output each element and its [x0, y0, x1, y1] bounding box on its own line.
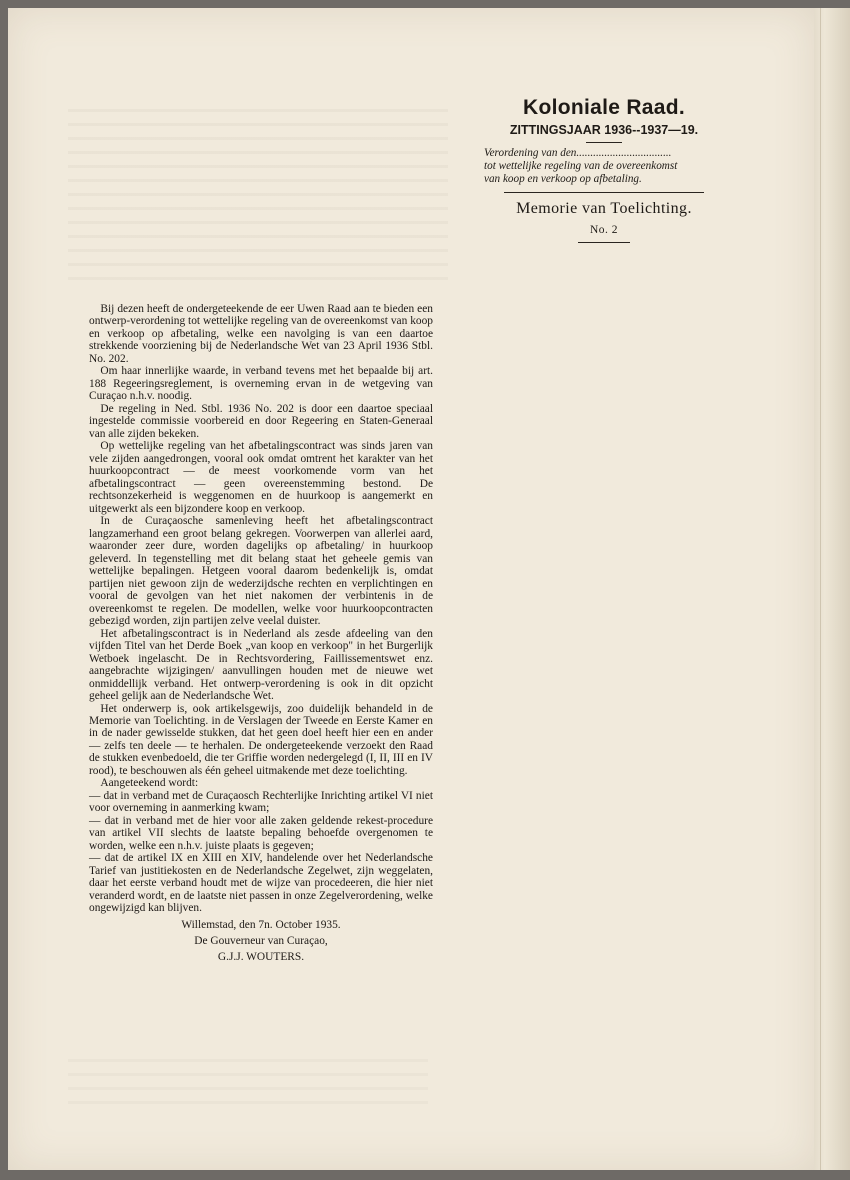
memorandum-body	[89, 303, 433, 965]
subject-line: tot wettelijke regeling van de overeenkomst	[484, 160, 678, 172]
bleed-through-text	[68, 1048, 428, 1108]
signatory-name: G.J.J. WOUTERS.	[217, 950, 305, 963]
session-year: ZITTINGSJAAR 1936--1937—19.	[509, 123, 699, 137]
place-date: Willemstad, den 7n. October 1935.	[181, 918, 341, 931]
signatory-title: De Gouverneur van Curaçao,	[194, 934, 328, 947]
subject-line: Verordening van den..................................	[484, 147, 672, 159]
note-item: — dat in verband met de Curaçaosch Rechterlijke Inrichting artikel VI niet voor overneming in aanmerking kwam;	[89, 789, 433, 815]
paragraph: Om haar innerlijke waarde, in verband tevens met het bepaalde bij art. 188 Regeeringsreglement, is overneming ervan in de wetgeving van Curaçao n.h.v. noodig.	[89, 365, 433, 403]
note-item: — dat in verband met de hier voor alle zaken geldende rekest-procedure van artikel VII slechts de laatste bepaling behoefde overgenomen te worden, welke een n.h.v. juiste plaats is gegeven;	[89, 814, 433, 852]
signature-block	[89, 917, 433, 965]
document-header	[478, 96, 730, 243]
next-page-edge	[814, 8, 850, 1170]
paragraph: Bij dezen heeft de ondergeteekende de eer Uwen Raad aan te bieden een ontwerp-verordening tot wettelijke regeling van de overeenkomst van koop en verkoop op afbetaling, welke een navolging is van een daartoe strekkende voorziening bij de Nederlandsche Wet van 23 April 1936 Stbl. No. 202.	[89, 303, 433, 365]
paragraph: Op wettelijke regeling van het afbetalingscontract was sinds jaren van vele zijden aangedrongen, vooral ook omdat omtrent het karakter van het huurkoopcontract — de meest voorkomende vorm van het afbetalingscontract — geen overeenstemming bestond. De rechtsonzekerheid is weggenomen en de huurkoop is aangemerkt en uitgewerkt als een bijzondere koop en verkoop.	[89, 440, 433, 515]
paragraph: Het afbetalingscontract is in Nederland als zesde afdeeling van den vijfden Titel van het Derde Boek „van koop en verkoop" in het Burgerlijk Wetboek ingelascht. De in Rechtsvordering, Faillissementswet enz. aangebrachte wijzigingen/ aanvullingen houden met de nieuwe wet onmiddellijk verband. Het ontwerp-verordening is ook in dit opzicht geheel gelijk aan de Nederlandsche Wet.	[89, 627, 433, 703]
divider	[504, 192, 704, 193]
paragraph: Het onderwerp is, ook artikelsgewijs, zoo duidelijk behandeld in de Memorie van Toelichting. in de Verslagen der Tweede en Eerste Kamer en in de nader gewisselde stukken, dat het geen doel heeft hier een en ander — zelfs ten deele — te herhalen. De ondergeteekende verzoekt den Raad de stukken evenbedoeld, die ter Griffie worden nedergelegd (I, II, III en IV rood), te beschouwen als één geheel uitmakende met deze toelichting.	[89, 702, 433, 777]
note-item: — dat de artikel IX en XIII en XIV, handelende over het Nederlandsche Tarief van justitiekosten en de Nederlandsche Zegelwet, zijn weggelaten, daar het eerste verband houdt met de wijze van procedeeren, die hier niet veranderd wordt, en de laatste niet passen in onze Zegelverordening, welke ongewijzigd kan blijven.	[89, 852, 433, 915]
document-number: No. 2	[589, 224, 619, 236]
document-page	[8, 8, 814, 1170]
divider	[578, 242, 630, 243]
paragraph: Aangeteekend wordt:	[100, 777, 199, 790]
paragraph: De regeling in Ned. Stbl. 1936 No. 202 is door een daartoe speciaal ingestelde commissie voorbereid en door Regeering en Staten-Generaal van alle zijden bekeken.	[89, 402, 433, 440]
divider	[586, 142, 622, 143]
subject-line: van koop en verkoop op afbetaling.	[484, 173, 642, 185]
paragraph: In de Curaçaosche samenleving heeft het afbetalingscontract langzamerhand een groot belang gekregen. Voorwerpen van allerlei aard, waaronder zeer dure, worden dagelijks op afbetaling/ in huurkoop geleverd. In tegenstelling met dit belang staat het geheele gemis van wettelijke bepalingen. Hetgeen vooral daarom bedenkelijk is, omdat partijen niet gewoon zijn de wederzijdsche rechten en verplichtingen en vooral de gevolgen van het niet nakomen der verbintenis in de overeenkomst te regelen. De modellen, welke voor huurkoopcontracten gebezigd worden, zijn partijen zelve veelal duister.	[89, 515, 433, 628]
ordinance-subject	[478, 147, 730, 186]
memorie-heading: Memorie van Toelichting.	[516, 200, 692, 217]
bleed-through-text	[68, 98, 448, 288]
document-title: Koloniale Raad.	[522, 96, 686, 119]
